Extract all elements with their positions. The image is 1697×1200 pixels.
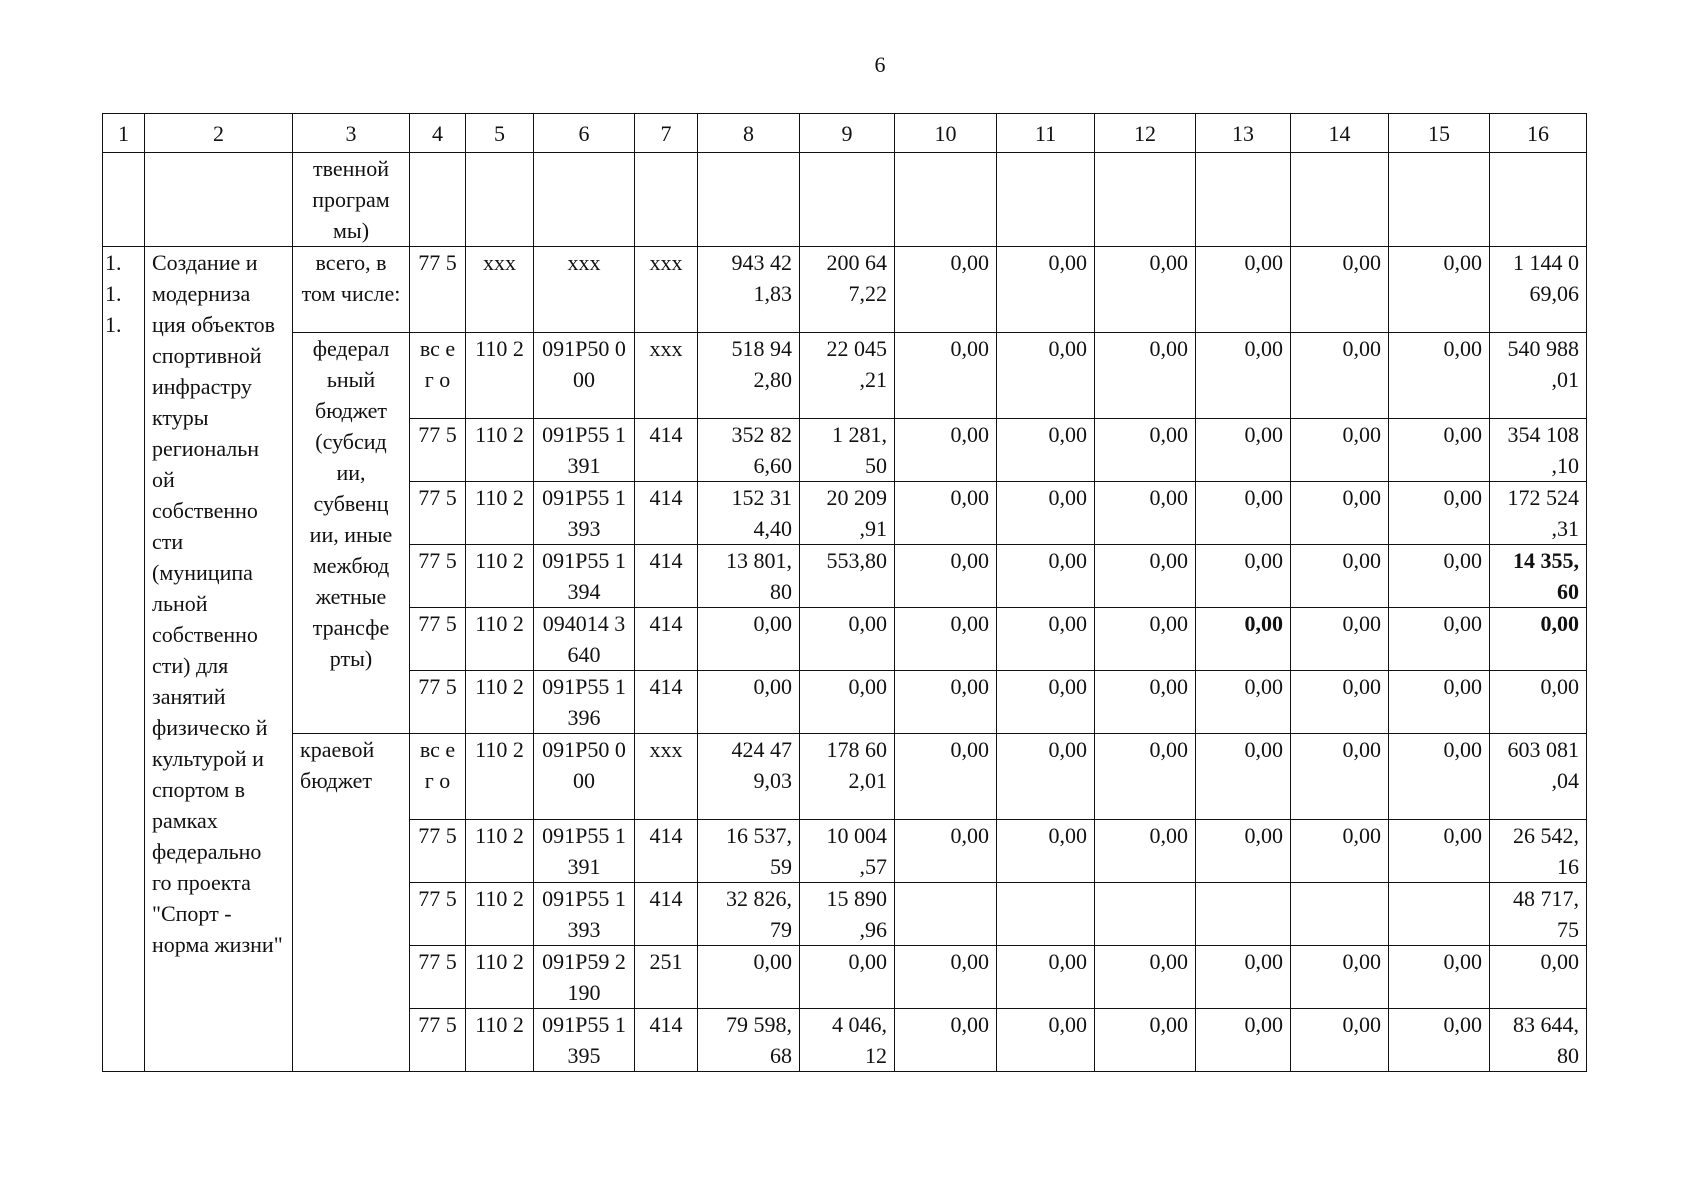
cell-c15 [1389,883,1490,946]
cell-c12: 0,00 [1095,419,1196,482]
cell-c14: 0,00 [1291,247,1389,333]
cell-c8: 943 42 1,83 [698,247,800,333]
cell-c16: 354 108 ,10 [1490,419,1587,482]
cell-c16: 1 144 0 69,06 [1490,247,1587,333]
cell-c7: 414 [635,671,698,734]
cell-c11: 0,00 [997,482,1095,545]
cell-c12: 0,00 [1095,946,1196,1009]
cell-c7: 414 [635,1009,698,1072]
header-cell: 15 [1389,114,1490,153]
cell-c4: 77 5 [410,820,466,883]
cell-c12: 0,00 [1095,1009,1196,1072]
cell-c6: 091P55 1395 [534,1009,635,1072]
cell-c8: 424 47 9,03 [698,734,800,820]
cell-c16: 0,00 [1490,671,1587,734]
cell-c9: 0,00 [800,946,895,1009]
funding-source-cell: всего, в том числе: [293,247,410,333]
cell-c4: 77 5 [410,946,466,1009]
cell-c7: 251 [635,946,698,1009]
cell-c8: 79 598, 68 [698,1009,800,1072]
cell-c13: 0,00 [1196,545,1291,608]
cell-c10: 0,00 [895,671,997,734]
cell-c16: 83 644, 80 [1490,1009,1587,1072]
cell-c9: 178 60 2,01 [800,734,895,820]
item-number: 1. 1. 1. [103,247,145,1072]
cell-c4: вс ег о [410,333,466,419]
cell [534,153,635,247]
cell-c7: ххх [635,734,698,820]
cell-c8: 32 826, 79 [698,883,800,946]
cell-c5: 110 2 [466,482,534,545]
cell [410,153,466,247]
cell-c13: 0,00 [1196,671,1291,734]
cell-c5: 110 2 [466,883,534,946]
cell-c5: 110 2 [466,946,534,1009]
cell-c8: 152 31 4,40 [698,482,800,545]
cell-c14: 0,00 [1291,946,1389,1009]
header-cell: 4 [410,114,466,153]
cell-c13: 0,00 [1196,482,1291,545]
header-cell: 10 [895,114,997,153]
cell-c10: 0,00 [895,482,997,545]
regional-budget-label: краевой бюджет [293,734,410,1072]
header-cell: 2 [145,114,293,153]
cell-c4: вс ег о [410,734,466,820]
cell-c10: 0,00 [895,734,997,820]
cell-c13: 0,00 [1196,1009,1291,1072]
cell [466,153,534,247]
cell-c7: 414 [635,883,698,946]
cell-c12: 0,00 [1095,734,1196,820]
cell-c14: 0,00 [1291,734,1389,820]
cell-c13: 0,00 [1196,419,1291,482]
header-cell: 12 [1095,114,1196,153]
cell-c5: 110 2 [466,734,534,820]
header-cell: 7 [635,114,698,153]
cell [1490,153,1587,247]
cell-c11: 0,00 [997,671,1095,734]
cell-c7: 414 [635,820,698,883]
cell [1291,153,1389,247]
cell-c6: 091P55 1391 [534,419,635,482]
cell-c7: 414 [635,482,698,545]
cell-c8: 352 82 6,60 [698,419,800,482]
cell-c11 [997,883,1095,946]
continuation-row [103,153,1587,247]
cell-c16: 0,00 [1490,608,1587,671]
cell-c13: 0,00 [1196,333,1291,419]
cell-c4: 77 5 [410,671,466,734]
cell-c11: 0,00 [997,946,1095,1009]
cell-c4: 77 5 [410,419,466,482]
cell-c6: 091P55 1391 [534,820,635,883]
cell-c13: 0,00 [1196,820,1291,883]
header-cell: 3 [293,114,410,153]
cell-c11: 0,00 [997,734,1095,820]
cell-c11: 0,00 [997,1009,1095,1072]
cell-c8: 0,00 [698,946,800,1009]
header-cell: 6 [534,114,635,153]
header-cell: 1 [103,114,145,153]
cell-c11: 0,00 [997,333,1095,419]
cell-c6: 091P50 000 [534,734,635,820]
cell-c14: 0,00 [1291,608,1389,671]
cell-c6: 091P50 000 [534,333,635,419]
cell-c6: 091P55 1394 [534,545,635,608]
cell-c5: ххх [466,247,534,333]
cell-c9: 4 046, 12 [800,1009,895,1072]
cell-c15: 0,00 [1389,820,1490,883]
cell-c6: 091P55 1396 [534,671,635,734]
cell [1196,153,1291,247]
federal-budget-label: федерал ьный бюджет (субсид ии, субвенц ии, иные межбюд жетные трансфе рты) [293,333,410,734]
cell-c4: 77 5 [410,545,466,608]
cell-c5: 110 2 [466,1009,534,1072]
header-cell: 5 [466,114,534,153]
header-cell: 11 [997,114,1095,153]
item-description: Создание и модерниза ция объектов спортивной инфрастру ктуры региональн ой собственно сти (муниципа льной собственно сти) для занятий физическо й культурой и спортом в рамках федерально го проекта "Спорт - норма жизни" [145,247,293,1072]
cell-c5: 110 2 [466,333,534,419]
cell-c15: 0,00 [1389,671,1490,734]
cell-c12: 0,00 [1095,820,1196,883]
cell-c6: 094014 3640 [534,608,635,671]
cell [1095,153,1196,247]
cell-c10: 0,00 [895,419,997,482]
cell-c12: 0,00 [1095,482,1196,545]
cell-c8: 0,00 [698,608,800,671]
cell-c7: ххх [635,247,698,333]
cell [997,153,1095,247]
cell-c9: 0,00 [800,671,895,734]
cell-c6: 091P55 1393 [534,883,635,946]
cell-c10: 0,00 [895,545,997,608]
cell-c7: ххх [635,333,698,419]
funding-source-cell: твенной програм мы) [293,153,410,247]
header-cell: 14 [1291,114,1389,153]
cell-c10: 0,00 [895,820,997,883]
cell-c13: 0,00 [1196,946,1291,1009]
cell-c15: 0,00 [1389,333,1490,419]
cell-c4: 77 5 [410,883,466,946]
cell [698,153,800,247]
cell-c15: 0,00 [1389,419,1490,482]
cell-c10: 0,00 [895,946,997,1009]
cell-c15: 0,00 [1389,545,1490,608]
header-cell: 16 [1490,114,1587,153]
cell-c12: 0,00 [1095,545,1196,608]
cell-c14: 0,00 [1291,545,1389,608]
cell-c4: 77 5 [410,608,466,671]
cell-c6: ххх [534,247,635,333]
header-cell: 9 [800,114,895,153]
cell-c13: 0,00 [1196,734,1291,820]
cell [635,153,698,247]
cell-c16: 26 542, 16 [1490,820,1587,883]
cell-c9: 200 64 7,22 [800,247,895,333]
cell-c15: 0,00 [1389,608,1490,671]
cell-c9: 20 209 ,91 [800,482,895,545]
cell [800,153,895,247]
cell-c5: 110 2 [466,608,534,671]
cell-c13 [1196,883,1291,946]
cell-c12: 0,00 [1095,608,1196,671]
cell-c12: 0,00 [1095,671,1196,734]
cell [1389,153,1490,247]
cell-c9: 1 281, 50 [800,419,895,482]
cell-c9: 15 890 ,96 [800,883,895,946]
cell-c10: 0,00 [895,247,997,333]
cell-c6: 091P59 2190 [534,946,635,1009]
cell-c16: 48 717, 75 [1490,883,1587,946]
cell [145,153,293,247]
cell-c16: 540 988 ,01 [1490,333,1587,419]
cell-c15: 0,00 [1389,247,1490,333]
cell-c13: 0,00 [1196,608,1291,671]
cell-c13: 0,00 [1196,247,1291,333]
cell-c8: 13 801, 80 [698,545,800,608]
cell-c14: 0,00 [1291,419,1389,482]
cell-c10: 0,00 [895,608,997,671]
cell-c14: 0,00 [1291,820,1389,883]
cell-c7: 414 [635,545,698,608]
cell [103,153,145,247]
cell-c8: 0,00 [698,671,800,734]
cell-c16: 14 355, 60 [1490,545,1587,608]
cell-c11: 0,00 [997,545,1095,608]
budget-table [102,113,1587,1072]
cell-c11: 0,00 [997,608,1095,671]
cell-c16: 0,00 [1490,946,1587,1009]
cell-c10 [895,883,997,946]
cell-c12 [1095,883,1196,946]
cell-c8: 518 94 2,80 [698,333,800,419]
cell-c14 [1291,883,1389,946]
header-cell: 13 [1196,114,1291,153]
cell-c12: 0,00 [1095,247,1196,333]
cell-c10: 0,00 [895,1009,997,1072]
cell-c12: 0,00 [1095,333,1196,419]
cell-c9: 0,00 [800,608,895,671]
cell-c15: 0,00 [1389,482,1490,545]
cell-c5: 110 2 [466,820,534,883]
cell-c9: 10 004 ,57 [800,820,895,883]
cell-c15: 0,00 [1389,946,1490,1009]
cell-c11: 0,00 [997,247,1095,333]
cell-c15: 0,00 [1389,734,1490,820]
cell [895,153,997,247]
cell-c14: 0,00 [1291,671,1389,734]
cell-c14: 0,00 [1291,1009,1389,1072]
cell-c8: 16 537, 59 [698,820,800,883]
cell-c16: 603 081 ,04 [1490,734,1587,820]
cell-c5: 110 2 [466,545,534,608]
regional-row [103,734,1587,820]
header-cell: 8 [698,114,800,153]
cell-c7: 414 [635,419,698,482]
cell-c11: 0,00 [997,419,1095,482]
cell-c5: 110 2 [466,419,534,482]
cell-c14: 0,00 [1291,482,1389,545]
cell-c14: 0,00 [1291,333,1389,419]
cell-c4: 77 5 [410,1009,466,1072]
cell-c11: 0,00 [997,820,1095,883]
cell-c16: 172 524 ,31 [1490,482,1587,545]
cell-c9: 22 045 ,21 [800,333,895,419]
federal-row [103,333,1587,419]
cell-c4: 77 5 [410,482,466,545]
cell-c6: 091P55 1393 [534,482,635,545]
header-row [103,114,1587,153]
total-row [103,247,1587,333]
cell-c5: 110 2 [466,671,534,734]
cell-c7: 414 [635,608,698,671]
cell-c15: 0,00 [1389,1009,1490,1072]
cell-c4: 77 5 [410,247,466,333]
page-number: 6 [874,52,886,77]
cell-c9: 553,80 [800,545,895,608]
cell-c10: 0,00 [895,333,997,419]
